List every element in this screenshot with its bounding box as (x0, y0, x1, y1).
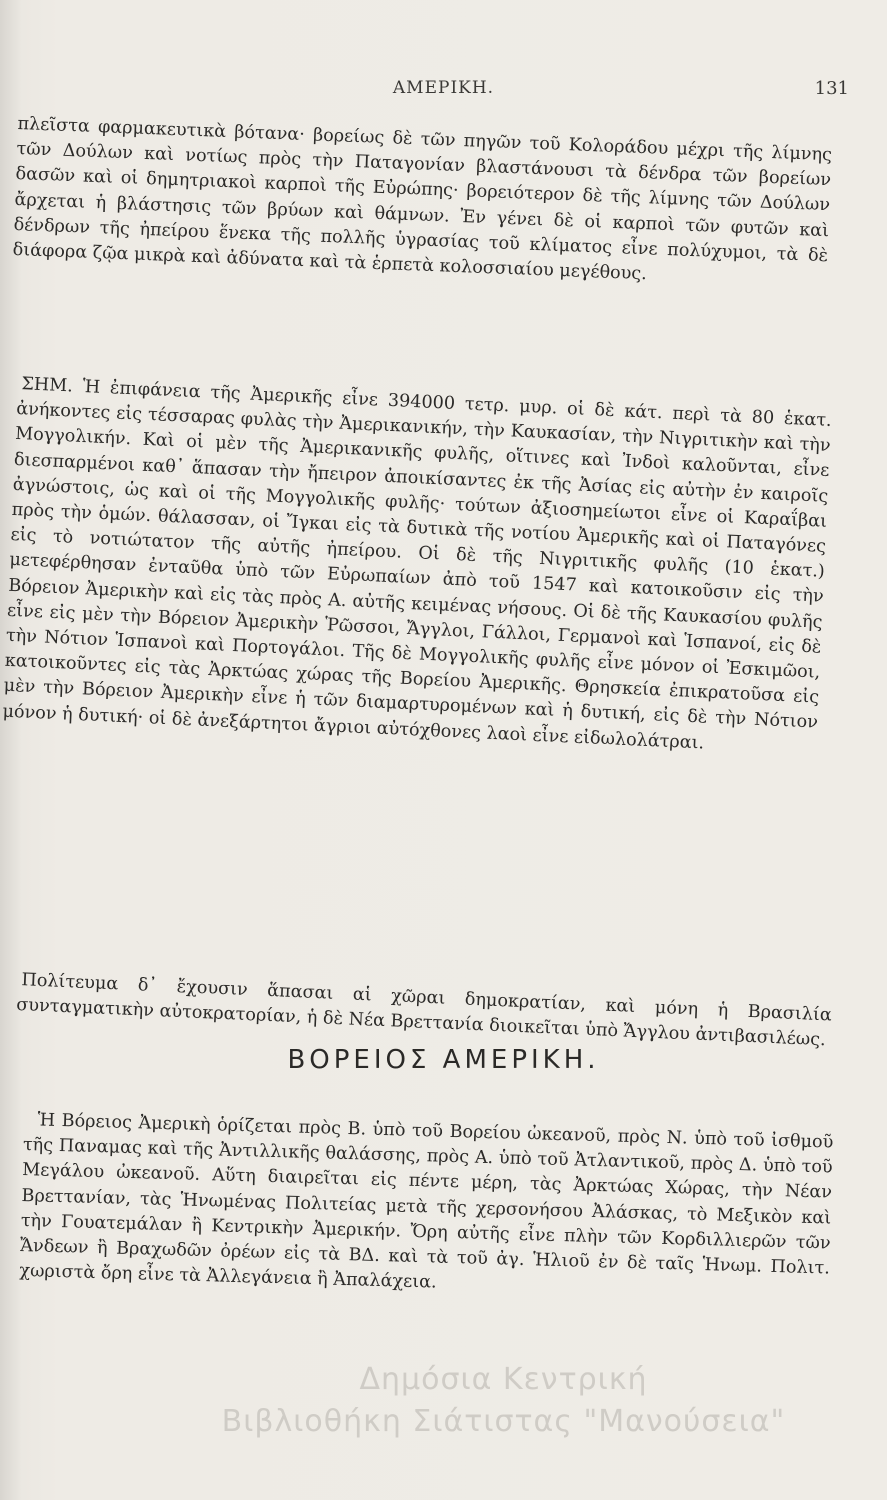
paragraph-population-note: ΣΗΜ. Ἡ ἐπιφάνεια τῆς Ἀμερικῆς εἶνε 394000 τετρ. μυρ. οἱ δὲ κάτ. περὶ τὰ 80 ἑκατ. ἀνήκοντες εἰς τέσσαρας φυλὰς τὴν Ἀμερικανικήν, τὴν Καυκασίαν, τὴν Νιγριτικὴν καὶ τὴν Μογγολικήν. Καὶ οἱ μὲν τῆς Ἀμερικανικῆς φυλῆς, οἵτινες καὶ Ἰνδοὶ καλοῦνται, εἶνε διεσπαρμένοι καθ᾽ ἅπασαν τὴν ἤπειρον ἀποικίσαντες ἐκ τῆς Ἀσίας εἰς αὐτὴν ἐν καιροῖς ἀγνώστοις, ὡς καὶ οἱ τῆς Μογγολικῆς φυλῆς· τούτων ἀξιοσημείωτοι εἶνε οἱ Καραΐβαι πρὸς τὴν ὁμών. θάλασσαν, οἱ Ἴγκαι εἰς τὰ δυτικὰ τῆς νοτίου Ἀμερικῆς καὶ οἱ Παταγόνες εἰς τὸ νοτιώτατον τῆς αὐτῆς ἠπείρου. Οἱ δὲ τῆς Νιγριτικῆς φυλῆς (10 ἑκατ.) μετεφέρθησαν ἐνταῦθα ὑπὸ τῶν Εὐρωπαίων ἀπὸ τοῦ 1547 καὶ κατοικοῦσιν εἰς τὴν Βόρειον Ἀμερικὴν καὶ εἰς τὰς πρὸς Α. αὐτῆς κειμένας νήσους. Οἱ δὲ τῆς Καυκασίου φυλῆς εἶνε εἰς μὲν τὴν Βόρειον Ἀμερικὴν Ῥῶσσοι, Ἄγγλοι, Γάλλοι, Γερμανοὶ καὶ Ἱσπανοί, εἰς δὲ τὴν Νότιον Ἱσπανοὶ καὶ Πορτογάλοι. Τῆς δὲ Μογγολικῆς φυλῆς εἶνε μόνον οἱ Ἐσκιμῶοι, κατοικοῦντες εἰς τὰς Ἀρκτώας χώρας τῆς Βορείου Ἀμερικῆς. Θρησκεία ἐπικρατοῦσα εἰς μὲν τὴν Βόρειον Ἀμερικὴν εἶνε ἡ τῶν διαμαρτυρομένων καὶ ἡ δυτική, εἰς δὲ τὴν Νότιον μόνον ἡ δυτική· οἱ δὲ ἀνεξάρτητοι ἄγριοι αὐτόχθονες λαοὶ εἶνε εἰδωλολάτραι. (2, 374, 833, 754)
page-number: 131 (814, 78, 849, 99)
section-heading: ΒΟΡΕΙΟΣ ΑΜΕΡΙΚΗ. (287, 1045, 600, 1075)
running-title: ΑΜΕΡΙΚΗ. (392, 78, 495, 98)
paragraph-north-america: Ἡ Βόρειος Ἀμερικὴ ὁρίζεται πρὸς Β. ὑπὸ τοῦ Βορείου ὠκεανοῦ, πρὸς Ν. ὑπὸ τοῦ ἰσθμοῦ τῆς Παναμας καὶ τῆς Ἀντιλλικῆς θαλάσσης, πρὸς Α. ὑπὸ τοῦ Ἀτλαντικοῦ, πρὸς Δ. ὑπὸ τοῦ Μεγάλου ὠκεανοῦ. Αὕτη διαιρεῖται εἰς πέντε μέρη, τὰς Ἀρκτώας Χώρας, τὴν Νέαν Βρεττανίαν, τὰς Ἡνωμένας Πολιτείας μετὰ τῆς χερσονήσου Ἀλάσκας, τὸ Μεξικὸν καὶ τὴν Γουατεμάλαν ἢ Κεντρικὴν Ἀμερικήν. Ὄρη αὐτῆς εἶνε πλὴν τῶν Κορδιλλιερῶν τῶν Ἄνδεων ἢ Βραχωδῶν ὀρέων εἰς τὰ ΒΔ. καὶ τὰ τοῦ ἀγ. Ἡλιοῦ ἐν δὲ ταῖς Ἡνωμ. Πολιτ. χωριστὰ ὄρη εἶνε τὰ Ἀλλεγάνεια ἢ Ἀπαλάχεια. (19, 1110, 834, 1293)
library-watermark-line-2: Βιβλιοθήκη Σιάτιστας "Μανούσεια" (221, 1404, 786, 1439)
paragraph-vegetation: πλεῖστα φαρμακευτικὰ βότανα· βορείως δὲ τῶν πηγῶν τοῦ Κολοράδου μέχρι τῆς λίμνης τῶν Δούλων καὶ νοτίως πρὸς τὴν Παταγονίαν βλαστάνουσι τὰ δένδρα τῶν βορείων δασῶν καὶ οἱ δημητριακοὶ καρποὶ τῆς Εὐρώπης· βορειότερον δὲ τῆς λίμνης τῶν Δούλων ἄρχεται ἡ βλάστησις τῶν βρύων καὶ θάμνων. Ἐν γένει δὲ οἱ καρποὶ τῶν φυτῶν καὶ δένδρων τῆς ἠπείρου ἕνεκα τῆς πολλῆς ὑγρασίας τοῦ κλίματος εἶνε πολύχυμοι, τὰ δὲ διάφορα ζῷα μικρὰ καὶ ἀδύνατα καὶ τὰ ἑρπετὰ κολοσσιαίου μεγέθους. (12, 113, 833, 285)
library-watermark-line-1: Δημόσια Κεντρική (359, 1362, 648, 1397)
paragraph-government: Πολίτευμα δ᾽ ἔχουσιν ἅπασαι αἱ χῶραι δημοκρατίαν, καὶ μόνη ἡ Βρασιλία συνταγματικὴν αὐτοκρατορίαν, ἡ δὲ Νέα Βρεττανία διοικεῖται ὑπὸ Ἄγγλου ἀντιβασιλέως. (15, 970, 833, 1051)
